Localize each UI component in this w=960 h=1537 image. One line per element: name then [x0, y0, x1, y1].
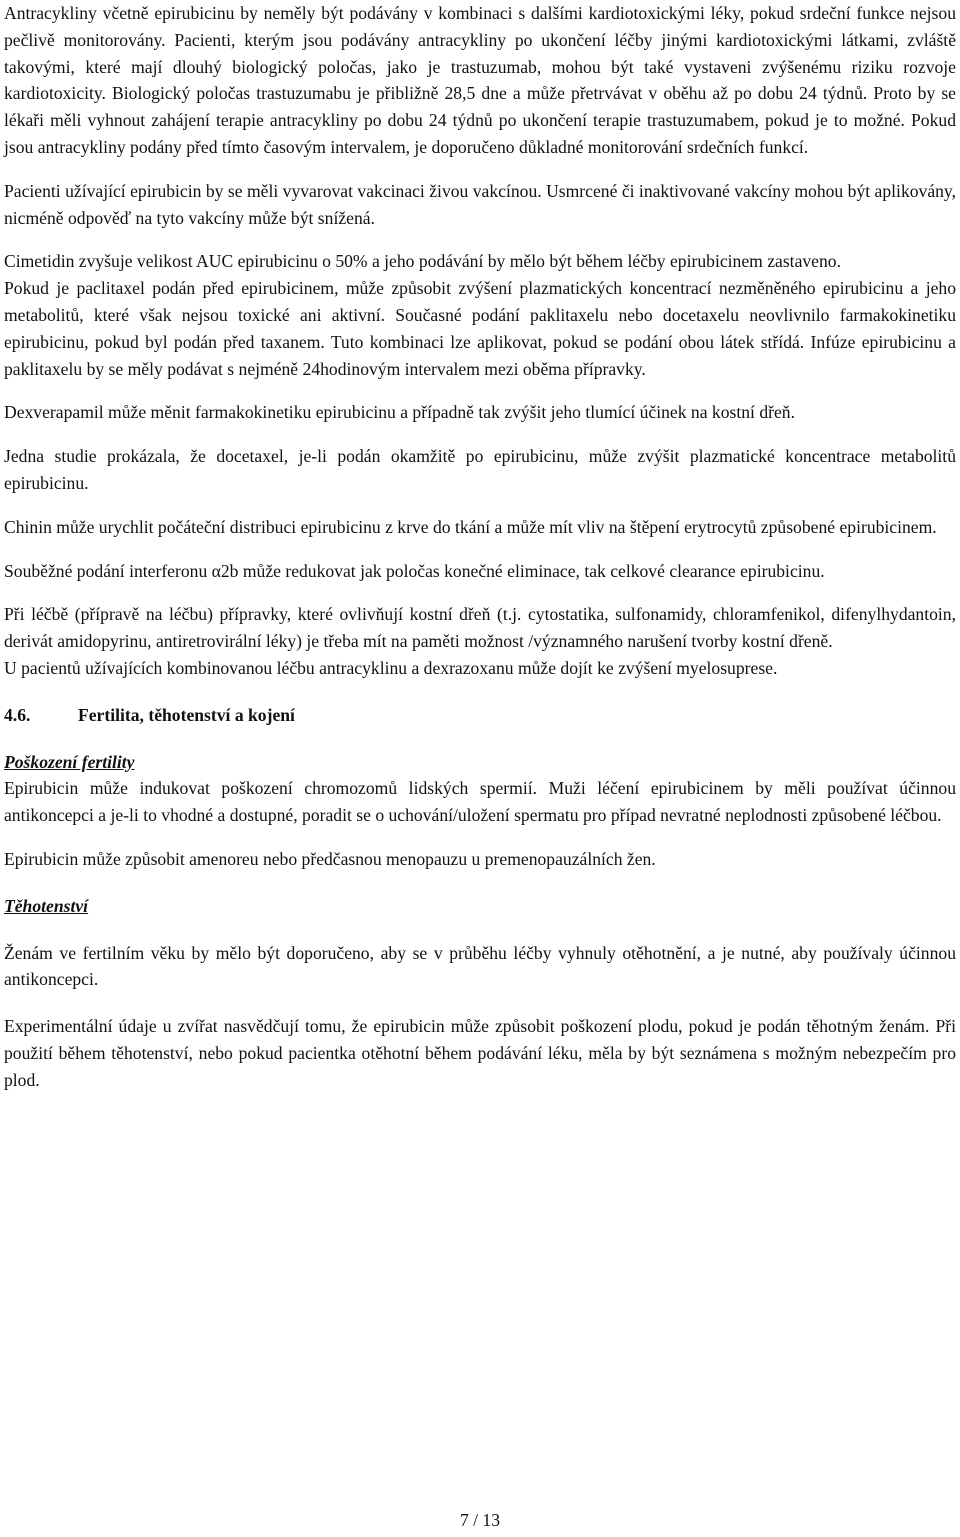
paragraph-interferon: Souběžné podání interferonu α2b může redukovat jak poločas konečné eliminace, tak celkové clearance epirubicinu.: [4, 560, 825, 581]
paragraph-fertility-amenorrhea: Epirubicin může způsobit amenoreu nebo předčasnou menopauzu u premenopauzálních žen.: [4, 848, 656, 869]
paragraph-bone-marrow: Při léčbě (přípravě na léčbu) přípravky, které ovlivňují kostní dřeň (t.j. cytostatika, sulfonamidy, chloramfenikol, difenylhydantoin, derivát amidopyrinu, antiretrovirální léky) je třeba mít na paměti možnost /významného narušení tvorby kostní dřeně.: [4, 604, 956, 652]
paragraph-anthracyclines-cardiotoxicity: Antracykliny včetně epirubicinu by neměly být podávány v kombinaci s dalšími kardiotoxickými léky, pokud srdeční funkce nejsou pečlivě monitorovány. Pacienti, kterým jsou podávány antracykliny po ukončení léčby jinými kardiotoxickými látkami, zvláště takovými, které mají dlouhý biologický poločas, jako je trastuzumab, mohou být také vystaveni zvýšenému riziku rozvoje kardiotoxicity. Biologický poločas trastuzumabu je přibližně 28,5 dne a může přetrvávat v oběhu až po dobu 24 týdnů. Proto by se lékaři měli vyhnout zahájení terapie antracykliny po dobu 24 týdnů po ukončení terapie trastuzumabem, pokud je to možné. Pokud jsou antracykliny podány před tímto časovým intervalem, je doporučeno důkladné monitorování srdečních funkcí.: [4, 3, 956, 157]
section-number: 4.6.: [4, 704, 31, 725]
subheading-fertility: Poškození fertility: [4, 751, 135, 772]
paragraph-dexverapamil: Dexverapamil může měnit farmakokinetiku epirubicinu a případně tak zvýšit jeho tlumící účinek na kostní dřeň.: [4, 402, 795, 423]
document-body: [4, 0, 956, 1094]
paragraph-fertility-sperm: Epirubicin může indukovat poškození chromozomů lidských spermií. Muži léčení epirubicinem by měli používat účinnou antikoncepci a je-li to vhodné a dostupné, poradit se o uchování/uložení spermatu pro případ nevratné neplodnosti způsobené léčbou.: [4, 778, 956, 826]
paragraph-vaccination: Pacienti užívající epirubicin by se měli vyvarovat vakcinaci živou vakcínou. Usmrcené či inaktivované vakcíny mohou být aplikovány, nicméně odpověď na tyto vakcíny může být snížená.: [4, 180, 956, 228]
paragraph-pregnancy-risk: Experimentální údaje u zvířat nasvědčují tomu, že epirubicin může způsobit poškození plodu, pokud je podán těhotným ženám. Při použití během těhotenství, nebo pokud pacientka otěhotní během podávání léku, měla by být seznámena s možným nebezpečím pro plod.: [4, 1016, 956, 1090]
paragraph-cimetidine: Cimetidin zvyšuje velikost AUC epirubicinu o 50% a jeho podávání by mělo být během léčby epirubicinem zastaveno.: [4, 251, 841, 272]
section-title: Fertilita, těhotenství a kojení: [78, 704, 295, 725]
paragraph-quinine: Chinin může urychlit počáteční distribuci epirubicinu z krve do tkání a může mít vliv na štěpení erytrocytů způsobené epirubicinem.: [4, 516, 937, 537]
paragraph-pregnancy-contraception: Ženám ve fertilním věku by mělo být doporučeno, aby se v průběhu léčby vyhnuly otěhotnění, a je nutné, aby používaly účinnou antikoncepci.: [4, 942, 956, 990]
paragraph-paclitaxel: Pokud je paclitaxel podán před epirubicinem, může způsobit zvýšení plazmatických koncentrací nezměněného epirubicinu a jeho metabolitů, které však nejsou toxické ani aktivní. Současné podání paklitaxelu nebo docetaxelu neovlivnilo farmakokinetiku epirubicinu, pokud byl podán před taxanem. Tuto kombinaci lze aplikovat, pokud se podání obou látek střídá. Infúze epirubicinu a paklitaxelu by se měly podávat s nejméně 24hodinovým intervalem mezi oběma přípravky.: [4, 278, 956, 379]
paragraph-dexrazoxane: U pacientů užívajících kombinovanou léčbu antracyklinu a dexrazoxanu může dojít ke zvýšení myelosuprese.: [4, 657, 778, 678]
subheading-pregnancy: Těhotenství: [4, 895, 89, 916]
section-heading: [4, 702, 956, 729]
page-number: 7 / 13: [459, 1510, 501, 1530]
paragraph-docetaxel: Jedna studie prokázala, že docetaxel, je-li podán okamžitě po epirubicinu, může zvýšit plazmatické koncentrace metabolitů epirubicinu.: [4, 446, 956, 493]
